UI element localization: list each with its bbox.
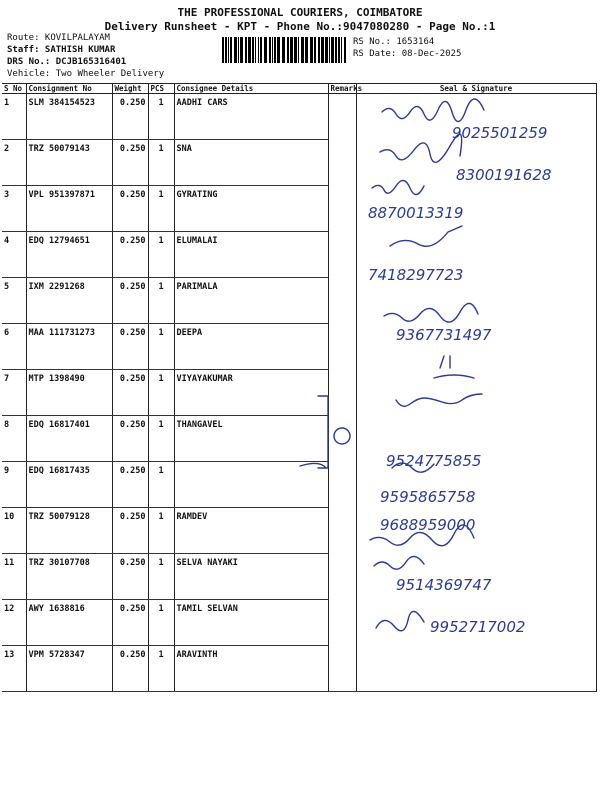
cell-weight: 0.250 (112, 600, 148, 646)
table-row (2, 232, 596, 278)
cell-pcs: 1 (148, 278, 174, 324)
barcode-bar (335, 37, 337, 63)
barcode-bar (338, 37, 340, 63)
cell-consignment: SLM 384154523 (26, 94, 112, 140)
barcode-bar (294, 37, 297, 63)
barcode-bar (344, 37, 346, 63)
handwritten-note-10: 9952717002 (430, 618, 526, 636)
cell-weight: 0.250 (112, 324, 148, 370)
table-row (2, 554, 596, 600)
cell-consignee: AADHI CARS (174, 94, 328, 140)
barcode-bar (269, 37, 271, 63)
barcode-bar (290, 37, 293, 63)
rs-number: RS No.: 1653164 (353, 37, 435, 47)
barcode-bar (301, 37, 304, 63)
rs-date: RS Date: 08-Dec-2025 (353, 49, 462, 59)
cell-seal-signature (356, 324, 596, 370)
cell-remarks (328, 186, 356, 232)
cell-consignment: TRZ 50079143 (26, 140, 112, 186)
barcode-bar (325, 37, 328, 63)
cell-seal-signature (356, 232, 596, 278)
barcode-bar (272, 37, 273, 63)
barcode-bar (234, 37, 237, 63)
cell-consignee: DEEPA (174, 324, 328, 370)
cell-sno: 13 (2, 646, 26, 692)
cell-pcs: 1 (148, 416, 174, 462)
cell-pcs: 1 (148, 554, 174, 600)
cell-remarks (328, 94, 356, 140)
cell-weight: 0.250 (112, 140, 148, 186)
barcode-bar (245, 37, 247, 63)
cell-consignment: EDQ 16817401 (26, 416, 112, 462)
cell-consignee: VIYAYAKUMAR (174, 370, 328, 416)
handwritten-note-5: 9367731497 (396, 326, 492, 344)
table-row (2, 278, 596, 324)
delivery-table (2, 83, 597, 692)
cell-consignment: TRZ 30107708 (26, 554, 112, 600)
header-weight: Weight (112, 84, 148, 94)
cell-seal-signature (356, 508, 596, 554)
cell-sno: 11 (2, 554, 26, 600)
staff-label: Staff: SATHISH KUMAR (7, 45, 116, 55)
cell-remarks (328, 646, 356, 692)
cell-remarks (328, 370, 356, 416)
cell-sno: 4 (2, 232, 26, 278)
header-consignment: Consignment No (26, 84, 112, 94)
barcode-bar (238, 37, 239, 63)
barcode-bar (222, 37, 224, 63)
company-title: THE PROFESSIONAL COURIERS, COIMBATORE (177, 6, 423, 19)
cell-remarks (328, 140, 356, 186)
cell-seal-signature (356, 278, 596, 324)
table-row (2, 370, 596, 416)
cell-sno: 3 (2, 186, 26, 232)
barcode-bar (264, 37, 267, 63)
cell-consignment: AWY 1638816 (26, 600, 112, 646)
table-row (2, 140, 596, 186)
cell-consignee: RAMDEV (174, 508, 328, 554)
cell-weight: 0.250 (112, 370, 148, 416)
cell-weight: 0.250 (112, 232, 148, 278)
cell-seal-signature (356, 646, 596, 692)
cell-weight: 0.250 (112, 94, 148, 140)
drs-number: DRS No.: DCJB165316401 (7, 57, 127, 67)
cell-pcs: 1 (148, 508, 174, 554)
handwritten-note-9: 9514369747 (396, 576, 492, 594)
barcode-bar (240, 37, 243, 63)
barcode-bar (298, 37, 299, 63)
barcode-bar (225, 37, 227, 63)
table-row (2, 416, 596, 462)
cell-seal-signature (356, 462, 596, 508)
barcode-bar (258, 37, 259, 63)
handwritten-note-6: 9524775855 (386, 452, 482, 470)
cell-remarks (328, 416, 356, 462)
cell-remarks (328, 600, 356, 646)
cell-weight: 0.250 (112, 508, 148, 554)
header-consignee: Consignee Details (174, 84, 328, 94)
cell-seal-signature (356, 554, 596, 600)
cell-pcs: 1 (148, 370, 174, 416)
runsheet-info-right (353, 36, 461, 60)
cell-consignment: MAA 111731273 (26, 324, 112, 370)
handwritten-note-7: 9595865758 (380, 488, 476, 506)
cell-remarks (328, 232, 356, 278)
header-sno: S No (2, 84, 26, 94)
header-pcs: PCS (148, 84, 174, 94)
cell-consignee: PARIMALA (174, 278, 328, 324)
cell-sno: 6 (2, 324, 26, 370)
table-header-row (2, 84, 596, 94)
table-row (2, 600, 596, 646)
cell-pcs: 1 (148, 646, 174, 692)
cell-sno: 2 (2, 140, 26, 186)
vehicle-label: Vehicle: Two Wheeler Delivery (7, 69, 165, 79)
cell-consignment: EDQ 16817435 (26, 462, 112, 508)
cell-weight: 0.250 (112, 554, 148, 600)
cell-consignment: IXM 2291268 (26, 278, 112, 324)
cell-seal-signature (356, 370, 596, 416)
cell-remarks (328, 554, 356, 600)
table-row (2, 646, 596, 692)
cell-remarks (328, 278, 356, 324)
cell-seal-signature (356, 140, 596, 186)
cell-pcs: 1 (148, 140, 174, 186)
cell-consignee: SELVA NAYAKI (174, 554, 328, 600)
cell-weight: 0.250 (112, 462, 148, 508)
cell-remarks (328, 462, 356, 508)
cell-consignment: TRZ 50079128 (26, 508, 112, 554)
cell-weight: 0.250 (112, 646, 148, 692)
cell-seal-signature (356, 600, 596, 646)
cell-seal-signature (356, 186, 596, 232)
cell-pcs: 1 (148, 186, 174, 232)
cell-weight: 0.250 (112, 186, 148, 232)
table-row (2, 508, 596, 554)
cell-consignment: VPM 5728347 (26, 646, 112, 692)
cell-consignee: THANGAVEL (174, 416, 328, 462)
runsheet-info-left (7, 32, 164, 80)
cell-sno: 9 (2, 462, 26, 508)
barcode-bar (252, 37, 254, 63)
cell-consignee: TAMIL SELVAN (174, 600, 328, 646)
cell-pcs: 1 (148, 324, 174, 370)
cell-remarks (328, 508, 356, 554)
barcode (222, 37, 348, 63)
barcode-bar (318, 37, 320, 63)
cell-consignment: MTP 1398490 (26, 370, 112, 416)
cell-sno: 12 (2, 600, 26, 646)
cell-weight: 0.250 (112, 416, 148, 462)
barcode-bar (331, 37, 334, 63)
cell-pcs: 1 (148, 94, 174, 140)
handwritten-note-3: 8870013319 (368, 204, 464, 222)
route-label: Route: KOVILPALAYAM (7, 33, 110, 43)
barcode-bar (260, 37, 262, 63)
cell-seal-signature (356, 416, 596, 462)
cell-pcs: 1 (148, 462, 174, 508)
barcode-bar (230, 37, 232, 63)
barcode-bar (310, 37, 313, 63)
cell-consignment: EDQ 12794651 (26, 232, 112, 278)
cell-consignee: ARAVINTH (174, 646, 328, 692)
barcode-bar (305, 37, 308, 63)
cell-consignee: GYRATING (174, 186, 328, 232)
table-row (2, 324, 596, 370)
cell-sno: 1 (2, 94, 26, 140)
table-row (2, 94, 596, 140)
cell-remarks (328, 324, 356, 370)
barcode-bar (321, 37, 324, 63)
cell-pcs: 1 (148, 600, 174, 646)
cell-consignee: SNA (174, 140, 328, 186)
barcode-bar (282, 37, 285, 63)
barcode-bar (277, 37, 280, 63)
cell-weight: 0.250 (112, 278, 148, 324)
barcode-bar (274, 37, 276, 63)
cell-seal-signature (356, 94, 596, 140)
cell-pcs: 1 (148, 232, 174, 278)
header-remarks: Remarks (328, 84, 356, 94)
runsheet-heading: Delivery Runsheet - KPT - Phone No.:9047080280 - Page No.:1 (104, 20, 496, 33)
barcode-bar (314, 37, 316, 63)
header-seal: Seal & Signature (356, 84, 596, 94)
barcode-bar (329, 37, 330, 63)
handwritten-note-2: 8300191628 (456, 166, 552, 184)
barcode-bar (255, 37, 256, 63)
barcode-bar (341, 37, 342, 63)
cell-consignee: ELUMALAI (174, 232, 328, 278)
cell-sno: 10 (2, 508, 26, 554)
cell-sno: 5 (2, 278, 26, 324)
cell-consignment: VPL 951397871 (26, 186, 112, 232)
handwritten-note-4: 7418297723 (368, 266, 464, 284)
cell-sno: 7 (2, 370, 26, 416)
handwritten-note-8: 9688959000 (380, 516, 476, 534)
table-row (2, 186, 596, 232)
table-row (2, 462, 596, 508)
cell-sno: 8 (2, 416, 26, 462)
handwritten-note-1: 9025501259 (452, 124, 548, 142)
barcode-bar (248, 37, 251, 63)
barcode-bar (287, 37, 289, 63)
cell-consignee (174, 462, 328, 508)
barcode-bar (228, 37, 229, 63)
